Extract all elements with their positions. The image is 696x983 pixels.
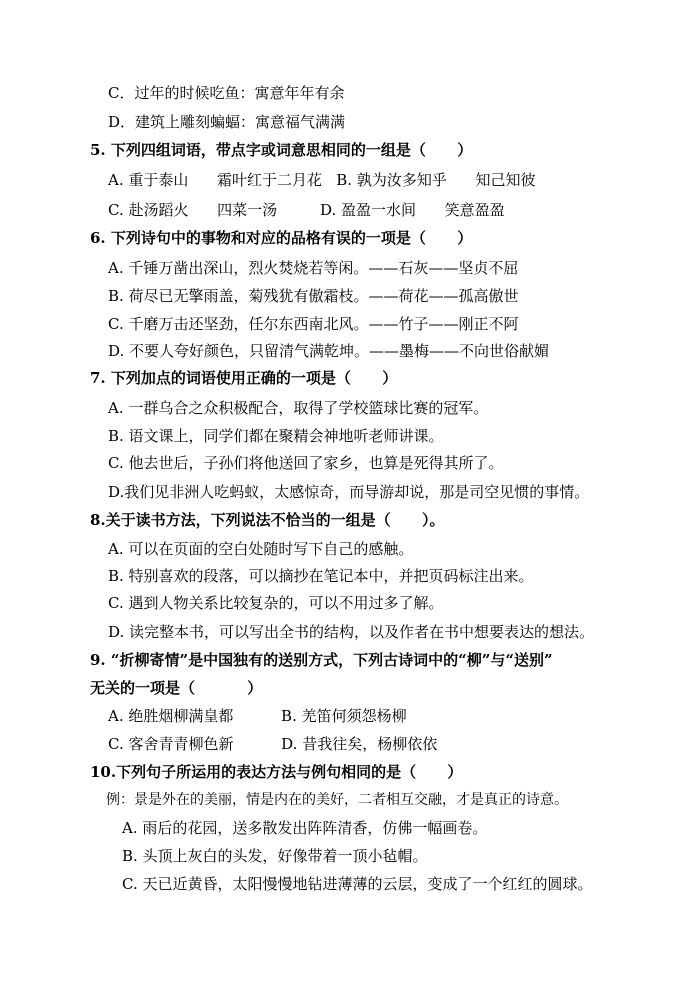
question-5: 5. 下列四组词语，带点字或词意思相同的一组是（ ） — [90, 141, 473, 159]
option-a-q7: A. 一群乌合之众积极配合，取得了学校篮球比赛的冠军。 — [108, 399, 489, 417]
option-a-q10: A. 雨后的花园，送多散发出阵阵清香，仿佛一幅画卷。 — [122, 819, 488, 837]
option-c-q4: C．过年的时候吃鱼：寓意年年有余 — [108, 84, 345, 102]
option-a-q8: A. 可以在页面的空白处随时写下自己的感触。 — [108, 540, 414, 558]
options-cd-q9: C. 客舍青青柳色新 D. 昔我往矣，杨柳依依 — [108, 735, 438, 753]
option-b-q8: B. 特别喜欢的段落，可以摘抄在笔记本中，并把页码标注出来。 — [108, 567, 534, 585]
option-c-q8: C. 遇到人物关系比较复杂的，可以不用过多了解。 — [108, 594, 444, 612]
options-ab-q9: A. 绝胜烟柳满皇都 B. 羌笛何须怨杨柳 — [108, 707, 407, 725]
options-ab-q5: A. 重于泰山 霜叶红于二月花 B. 孰为汝多知乎 知己知彼 — [108, 171, 536, 189]
option-d-q6: D. 不要人夸好颜色，只留清气满乾坤。——墨梅——不向世俗献媚 — [108, 342, 550, 360]
option-b-q10: B. 头顶上灰白的头发，好像带着一顶小毡帽。 — [122, 847, 428, 865]
options-cd-q5: C. 赴汤蹈火 四菜一汤 D. 盈盈一水间 笑意盈盈 — [108, 201, 505, 219]
option-c-q6: C. 千磨万击还坚劲，任尔东西南北风。——竹子——刚正不阿 — [108, 315, 519, 333]
question-7: 7. 下列加点的词语使用正确的一项是（ ） — [90, 369, 398, 387]
option-a-q6: A. 千锤万凿出深山，烈火焚烧若等闲。——石灰——坚贞不屈 — [108, 259, 519, 277]
option-d-q4: D．建筑上雕刻蝙蝠：寓意福气满满 — [108, 113, 346, 131]
option-c-q7: C. 他去世后，子孙们将他送回了家乡，也算是死得其所了。 — [108, 454, 504, 472]
question-9-line1: 9. “折柳寄情”是中国独有的送别方式，下列古诗词中的“柳”与“送别” — [90, 651, 553, 669]
question-8: 8.关于读书方法，下列说法不恰当的一组是（ ）。 — [90, 511, 445, 529]
option-d-q7: D.我们见非洲人吃蚂蚁，太感惊奇，而导游却说，那是司空见惯的事情。 — [108, 483, 590, 501]
question-9-line2: 无关的一项是（ ） — [90, 679, 263, 697]
example-sentence-q10: 例：景是外在的美丽，情是内在的美好，二者相互交融，才是真正的诗意。 — [106, 792, 568, 808]
question-10: 10.下列句子所运用的表达方法与例句相同的是（ ） — [90, 763, 463, 781]
option-b-q6: B. 荷尽已无擎雨盖，菊残犹有傲霜枝。——荷花——孤高傲世 — [108, 287, 519, 305]
question-6: 6. 下列诗句中的事物和对应的品格有误的一项是（ ） — [90, 229, 473, 247]
option-b-q7: B. 语文课上，同学们都在聚精会神地听老师讲课。 — [108, 427, 444, 445]
option-c-q10: C. 天已近黄昏，太阳慢慢地钻进薄薄的云层，变成了一个红红的圆球。 — [122, 875, 593, 893]
option-d-q8: D. 读完整本书，可以写出全书的结构，以及作者在书中想要表达的想法。 — [108, 623, 595, 641]
